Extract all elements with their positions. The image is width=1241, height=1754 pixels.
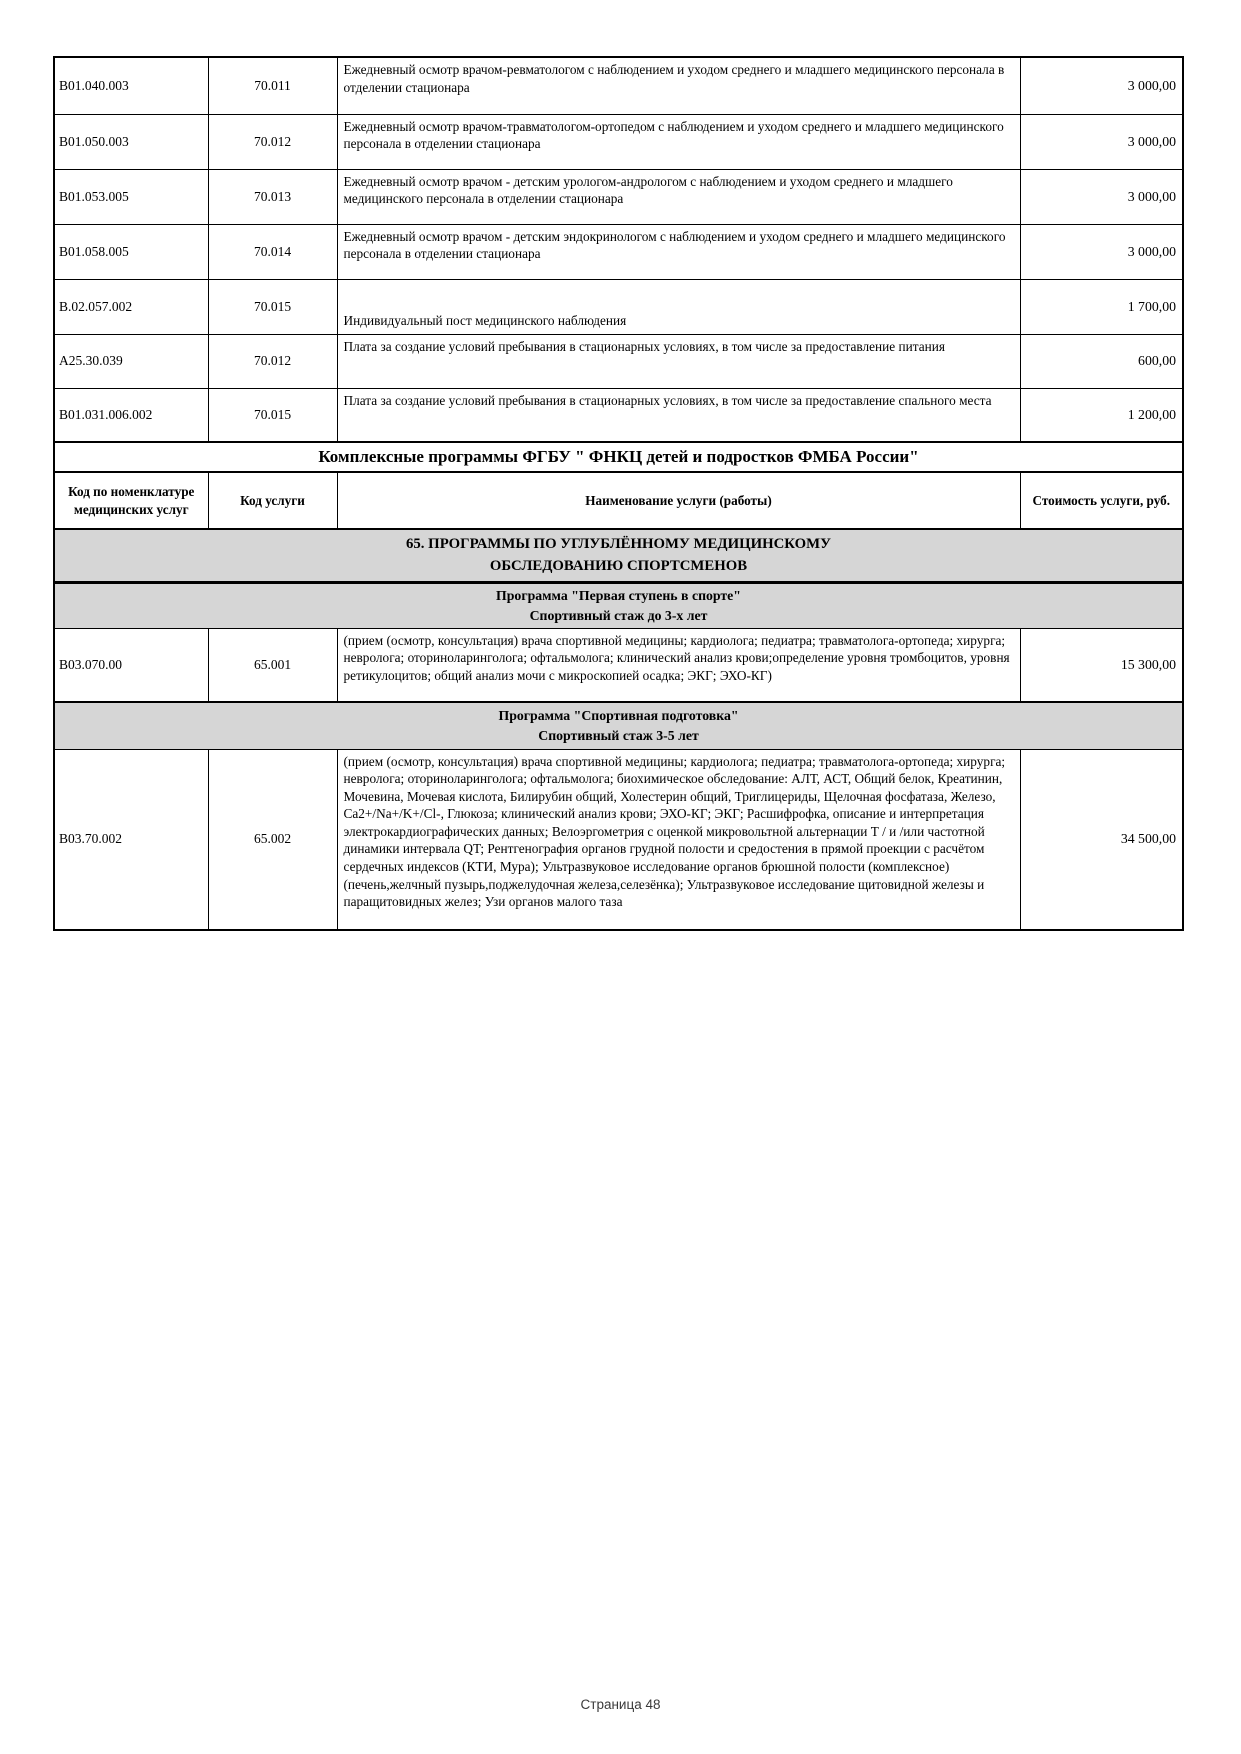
section-band-programs65 [54, 529, 1183, 582]
table-row [54, 169, 1183, 224]
cell-price: 600,00 [1020, 334, 1183, 388]
cell-service-name: Плата за создание условий пребывания в стационарных условиях, в том числе за предоставление питания [337, 334, 1020, 388]
section-band-program-first-step [54, 582, 1183, 628]
band-line: Спортивный стаж 3-5 лет [538, 727, 699, 743]
band-line: ОБСЛЕДОВАНИЮ СПОРТСМЕНОВ [489, 558, 748, 575]
cell-service-name: Ежедневный осмотр врачом-ревматологом с наблюдением и уходом среднего и младшего медицинского персонала в отделении стационара [337, 57, 1020, 114]
section-title-row [54, 442, 1183, 472]
cell-nomenclature-code: B01.058.005 [54, 224, 208, 279]
cell-price: 3 000,00 [1020, 169, 1183, 224]
column-header-row [54, 472, 1183, 529]
table-row [54, 279, 1183, 334]
cell-service-code: 70.015 [208, 388, 337, 442]
table-row [54, 334, 1183, 388]
column-header-service-code: Код услуги [208, 472, 337, 529]
table-row [54, 388, 1183, 442]
band-line: 65. ПРОГРАММЫ ПО УГЛУБЛЁННОМУ МЕДИЦИНСКОМУ [405, 536, 831, 553]
band-line: Программа "Первая ступень в спорте" [496, 587, 741, 603]
cell-service-code: 70.012 [208, 114, 337, 169]
section-title: Комплексные программы ФГБУ " ФНКЦ детей и подростков ФМБА России" [54, 442, 1183, 472]
cell-nomenclature-code: B01.053.005 [54, 169, 208, 224]
cell-service-name: Ежедневный осмотр врачом - детским эндокринологом с наблюдением и уходом среднего и младшего медицинского персонала в отделении стационара [337, 224, 1020, 279]
cell-service-code: 70.013 [208, 169, 337, 224]
price-table [53, 56, 1184, 931]
cell-price: 3 000,00 [1020, 224, 1183, 279]
cell-service-name: Ежедневный осмотр врачом-травматологом-ортопедом с наблюдением и уходом среднего и младшего медицинского персонала в отделении стационара [337, 114, 1020, 169]
cell-nomenclature-code: B01.050.003 [54, 114, 208, 169]
band-line: Спортивный стаж до 3-х лет [529, 607, 708, 623]
column-header-price: Стоимость услуги, руб. [1020, 472, 1183, 529]
cell-service-code: 70.014 [208, 224, 337, 279]
cell-nomenclature-code: B.02.057.002 [54, 279, 208, 334]
cell-service-code: 70.012 [208, 334, 337, 388]
cell-service-name: Ежедневный осмотр врачом - детским урологом-андрологом с наблюдением и уходом среднего и младшего медицинского персонала в отделении стационара [337, 169, 1020, 224]
cell-nomenclature-code: A25.30.039 [54, 334, 208, 388]
cell-nomenclature-code: B03.070.00 [54, 628, 208, 702]
cell-service-code: 70.011 [208, 57, 337, 114]
cell-nomenclature-code: B01.031.006.002 [54, 388, 208, 442]
cell-service-name: (прием (осмотр, консультация) врача спортивной медицины; кардиолога; педиатра; травматолога-ортопеда; хирурга; невролога; оториноларинголога; офтальмолога; биохимическое обследование: АЛТ, АСТ, Общий белок, Креатинин, Мочевина, Мочевая кислота, Билирубин общий, Холестерин общий, Триглицериды, Щелочная фосфатаза, Железо, Ca2+/Na+/K+/Cl-, Глюкоза; клинический анализ крови; ЭХО-КГ; ЭКГ; Расшифрофка, описание и интерпретация электрокардиографических данных; Велоэргометрия с оценкой микровольтной альтернации Т / и /или частотной динамики интервала QT; Рентгенография органов грудной полости и средостения в прямой проекции с расчётом сердечных индексов (КТИ, Мура); Ультразвуковое исследование органов брюшной полости (комплексное)(печень,желчный пузырь,поджелудочная железа,селезёнка); Ультразвуковое исследование щитовидной железы и паращитовидных желез; Узи органов малого таза [337, 749, 1020, 930]
cell-price: 3 000,00 [1020, 114, 1183, 169]
section-band-program-sport-training [54, 702, 1183, 749]
table-row [54, 114, 1183, 169]
table-row [54, 749, 1183, 930]
cell-nomenclature-code: B03.70.002 [54, 749, 208, 930]
column-header-nomenclature-code: Код по номенклатуре медицинских услуг [54, 472, 208, 529]
cell-price: 1 700,00 [1020, 279, 1183, 334]
cell-price: 34 500,00 [1020, 749, 1183, 930]
cell-price: 1 200,00 [1020, 388, 1183, 442]
page-footer: Страница 48 [580, 1697, 661, 1712]
cell-price: 3 000,00 [1020, 57, 1183, 114]
cell-price: 15 300,00 [1020, 628, 1183, 702]
cell-service-code: 65.001 [208, 628, 337, 702]
column-header-service-name: Наименование услуги (работы) [337, 472, 1020, 529]
cell-service-name: (прием (осмотр, консультация) врача спортивной медицины; кардиолога; педиатра; травматолога-ортопеда; хирурга; невролога; оториноларинголога; офтальмолога; клинический анализ крови;определение уровня тромбоцитов, уровня ретикулоцитов; общий анализ мочи с микроскопией осадка; ЭКГ; ЭХО-КГ) [337, 628, 1020, 702]
cell-nomenclature-code: B01.040.003 [54, 57, 208, 114]
cell-service-name: Плата за создание условий пребывания в стационарных условиях, в том числе за предоставление спального места [337, 388, 1020, 442]
cell-service-code: 70.015 [208, 279, 337, 334]
table-row [54, 57, 1183, 114]
band-line: Программа "Спортивная подготовка" [498, 707, 739, 723]
table-row [54, 628, 1183, 702]
cell-service-name: Индивидуальный пост медицинского наблюдения [337, 279, 1020, 334]
table-row [54, 224, 1183, 279]
cell-service-code: 65.002 [208, 749, 337, 930]
